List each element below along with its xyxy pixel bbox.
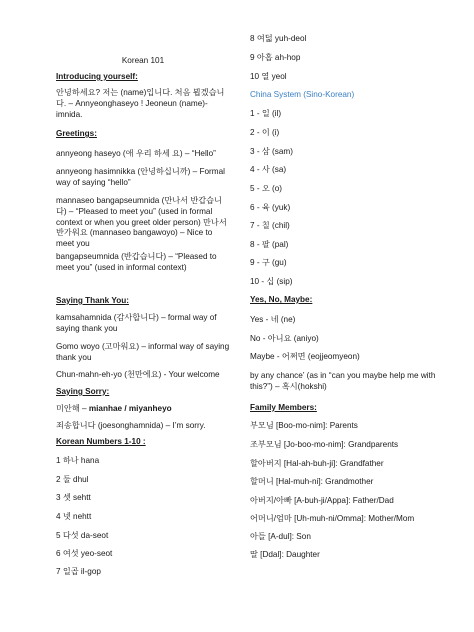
- greetings-heading: Greetings:: [56, 129, 97, 138]
- thanks-item: kamsahamnida (감사합니다) – formal way of saying thank you: [56, 313, 217, 333]
- greeting-item: bangapseumnida (반갑습니다) – “Pleased to meet you” (used in informal context): [56, 252, 217, 272]
- sino-number: 3 - 삼 (sam): [250, 147, 293, 156]
- native-number: 5 다섯 da-seot: [56, 531, 109, 540]
- family-item: 할머니 [Hal-muh-ni]: Grandmother: [250, 477, 374, 486]
- sino-number: 9 - 구 (gu): [250, 258, 287, 267]
- native-number: 6 여섯 yeo-seot: [56, 549, 113, 558]
- native-number: 2 둘 dhul: [56, 475, 89, 484]
- sino-number: 4 - 사 (sa): [250, 165, 287, 174]
- sino-number: 8 - 팔 (pal): [250, 240, 289, 249]
- yesno-item: Maybe - 어쩌면 (eojjeomyeon): [250, 352, 360, 361]
- family-item: 어머니/엄마 [Uh-muh-ni/Omma]: Mother/Mom: [250, 514, 415, 523]
- yesno-item: No - 아니요 (aniyo): [250, 334, 319, 343]
- native-number: 7 일곱 il-gop: [56, 567, 101, 576]
- greeting-item: annyeong haseyo (애 우리 하세 요) – “Hello”: [56, 149, 216, 158]
- family-heading: Family Members:: [250, 403, 317, 412]
- greeting-item: mannaseo bangapseumnida (만나서 반갑습니다) – “Pleased to meet you” (used in formal context or when you greet older person) 만나서 반가워요 (mannaseo bangawoyo) – Nice to meet you: [56, 196, 227, 249]
- yesno-heading: Yes, No, Maybe:: [250, 295, 313, 304]
- sorry-romanization: mianhae / miyanheyo: [88, 404, 172, 413]
- family-item: 부모님 [Boo-mo-nim]: Parents: [250, 421, 358, 430]
- family-item: 아들 [A-dul]: Son: [250, 532, 311, 541]
- thanks-item: Chun-mahn-eh-yo (천만에요) - Your welcome: [56, 370, 220, 379]
- sorry-line-1: [56, 404, 230, 415]
- native-number: 4 넷 nehtt: [56, 512, 92, 521]
- sino-number: 6 - 육 (yuk): [250, 203, 291, 212]
- sino-heading: China System (Sino-Korean): [250, 90, 355, 99]
- native-number: 10 열 yeol: [250, 72, 287, 81]
- page-title: Korean 101: [121, 56, 165, 65]
- native-number: 1 하나 hana: [56, 456, 100, 465]
- yesno-item: by any chance’ (as in “can you maybe help me with this?”) – 혹시(hokshi): [250, 371, 436, 391]
- family-item: 아버지/아빠 [A-buh-ji/Appa]: Father/Dad: [250, 496, 394, 505]
- native-number: 8 여덟 yuh-deol: [250, 34, 307, 43]
- sino-number: 1 - 일 (il): [250, 109, 282, 118]
- sino-number: 10 - 십 (sip): [250, 277, 293, 286]
- family-item: 할아버지 [Hal-ah-buh-ji]: Grandfather: [250, 459, 384, 468]
- native-number: 3 셋 sehtt: [56, 493, 91, 502]
- family-item: 조부모님 [Jo-boo-mo-nim]: Grandparents: [250, 440, 399, 449]
- sino-number: 7 - 칠 (chil): [250, 221, 290, 230]
- greeting-item: annyeong hasimnikka (안녕하십니까) – Formal way of saying “hello”: [56, 167, 225, 187]
- sorry-korean: 미안해 –: [56, 404, 89, 413]
- introducing-heading: Introducing yourself:: [56, 72, 138, 81]
- thanks-item: Gomo woyo (고마워요) – informal way of saying thank you: [56, 342, 230, 362]
- numbers-heading: Korean Numbers 1-10 :: [56, 437, 146, 446]
- family-item: 딸 [Ddal]: Daughter: [250, 550, 320, 559]
- thanks-heading: Saying Thank You:: [56, 296, 129, 305]
- introducing-text: 안녕하세요? 저는 (name)입니다. 처음 뵙겠습니다. – Annyeonghaseyo ! Jeoneun (name)-imnida.: [56, 88, 225, 119]
- sorry-heading: Saying Sorry:: [56, 387, 110, 396]
- yesno-item: Yes - 네 (ne): [250, 315, 296, 324]
- native-number: 9 아홉 ah-hop: [250, 53, 301, 62]
- sino-number: 2 - 이 (i): [250, 128, 280, 137]
- sino-number: 5 - 오 (o): [250, 184, 283, 193]
- sorry-line-2: 죄송합니다 (joesonghamnida) – I’m sorry.: [56, 421, 206, 430]
